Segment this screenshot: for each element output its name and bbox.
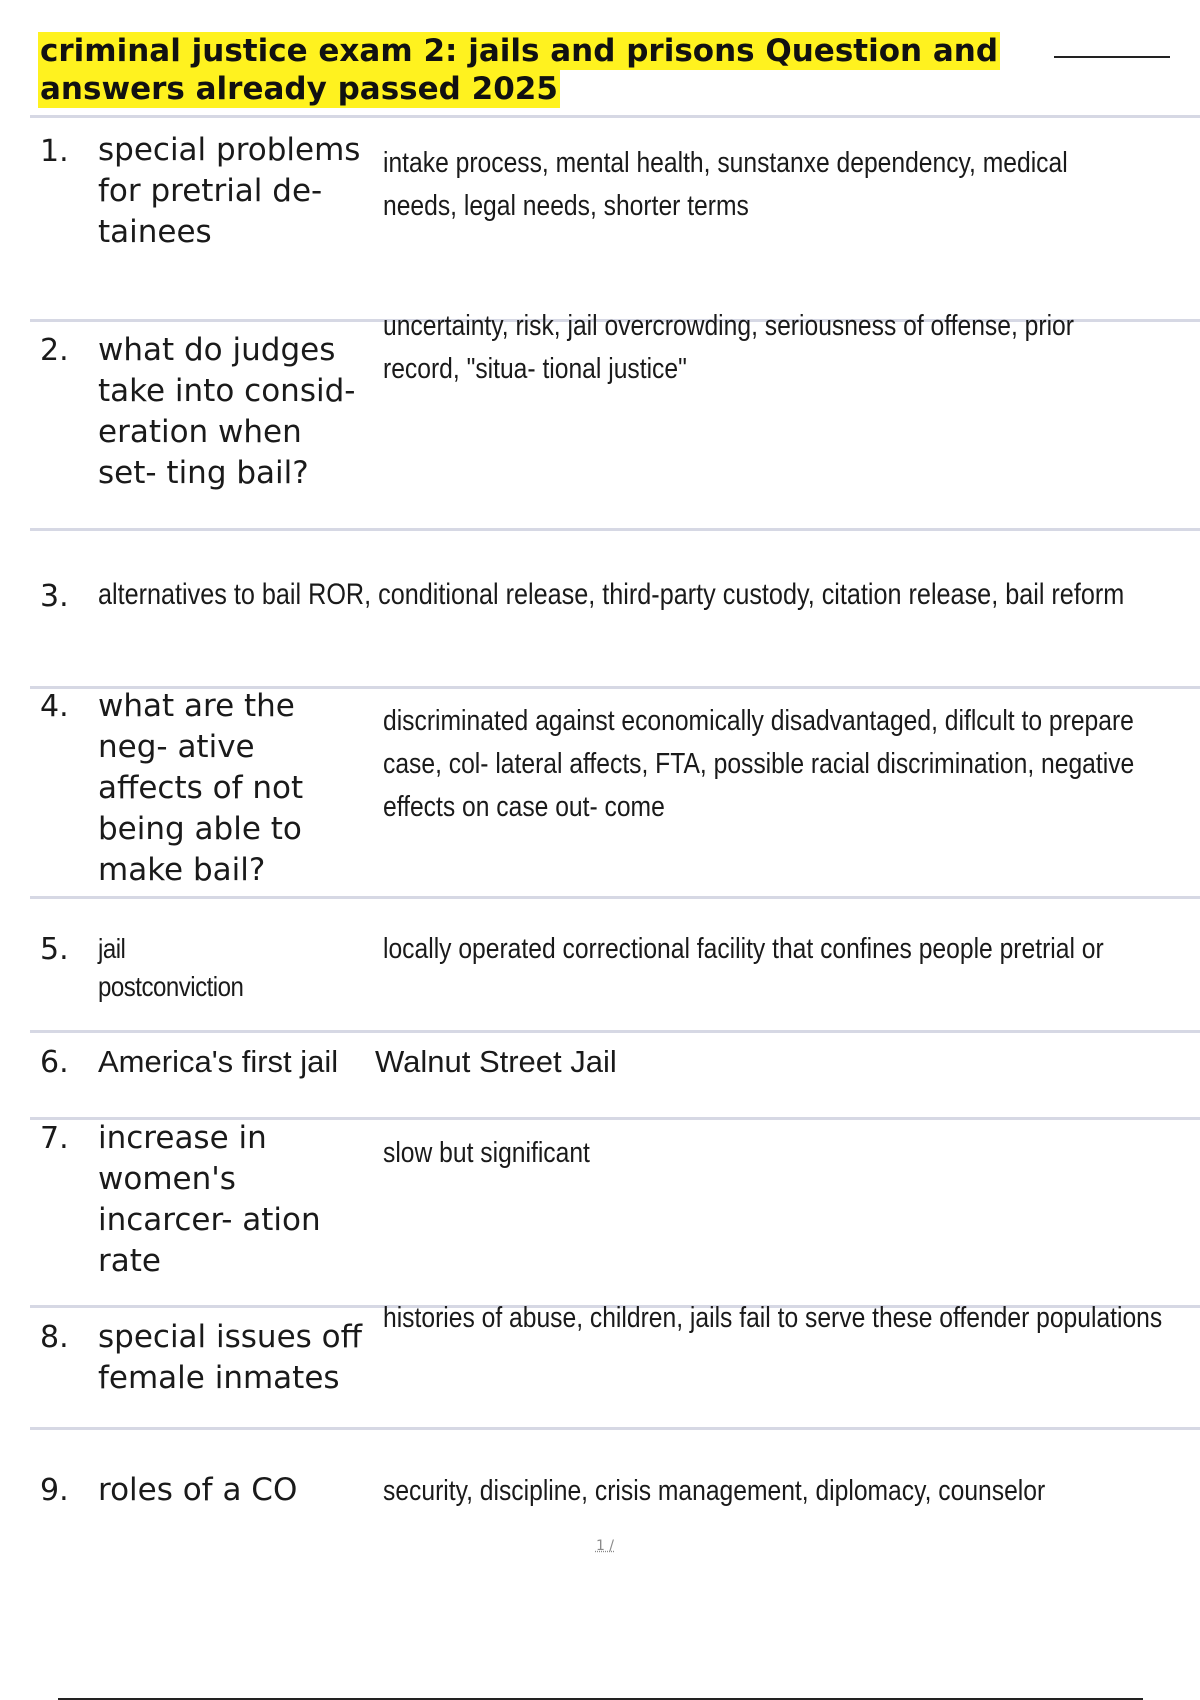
item-question: jail postconviction: [98, 933, 244, 1002]
title-line-1: criminal justice exam 2: jails and prisons Question and: [40, 33, 999, 69]
title-line-2: answers already passed 2025: [40, 71, 558, 107]
divider: [30, 115, 1200, 118]
item-question: special problems for pretrial de- tainees: [98, 132, 361, 250]
divider: [30, 1030, 1200, 1033]
item-question: what do judges take into consid- eration when set- ting bail?: [98, 332, 356, 491]
item-answer: ROR, conditional release, third-party custody, citation release, bail reform: [308, 578, 1125, 611]
item-number: 1.: [40, 134, 69, 169]
item-answer: uncertainty, risk, jail overcrowding, seriousness of offense, prior record, "situa- tional justice": [383, 310, 1074, 385]
document-title: [38, 32, 1138, 108]
item-answer: locally operated correctional facility that confines people pretrial or: [383, 933, 1104, 965]
item-answer: Walnut Street Jail: [375, 1044, 617, 1079]
item-answer: security, discipline, crisis management, diplomacy, counselor: [383, 1475, 1046, 1507]
item-number: 4.: [40, 689, 69, 724]
item-number: 8.: [40, 1320, 69, 1355]
item-number: 2.: [40, 333, 69, 368]
item-number: 5.: [40, 932, 69, 967]
item-question: America's first jail: [98, 1044, 339, 1079]
item-number: 9.: [40, 1473, 69, 1508]
item-number: 3.: [40, 579, 69, 614]
item-question: special issues off female inmates: [98, 1319, 362, 1396]
item-answer: histories of abuse, children, jails fail to serve these offender populations: [383, 1302, 1163, 1334]
title-rule: [1054, 56, 1170, 58]
item-row-inline: [98, 576, 1200, 614]
item-answer: discriminated against economically disadvantaged, diflcult to prepare case, col- lateral affects, FTA, possible racial discrimination, negative effects on case out- come: [383, 705, 1135, 823]
divider: [30, 896, 1200, 899]
item-number: 6.: [40, 1045, 69, 1080]
item-question: roles of a CO: [98, 1472, 298, 1508]
item-question: increase in women's incarcer- ation rate: [98, 1120, 321, 1279]
divider: [30, 1427, 1200, 1430]
item-answer: intake process, mental health, sunstanxe dependency, medical needs, legal needs, shorter terms: [383, 147, 1068, 222]
item-question: alternatives to bail: [98, 578, 302, 611]
item-answer: slow but significant: [383, 1137, 590, 1169]
item-number: 7.: [40, 1121, 69, 1156]
page-number: 1 /: [595, 1538, 615, 1554]
item-question: what are the neg- ative affects of not being able to make bail?: [98, 688, 304, 888]
divider: [30, 528, 1200, 531]
